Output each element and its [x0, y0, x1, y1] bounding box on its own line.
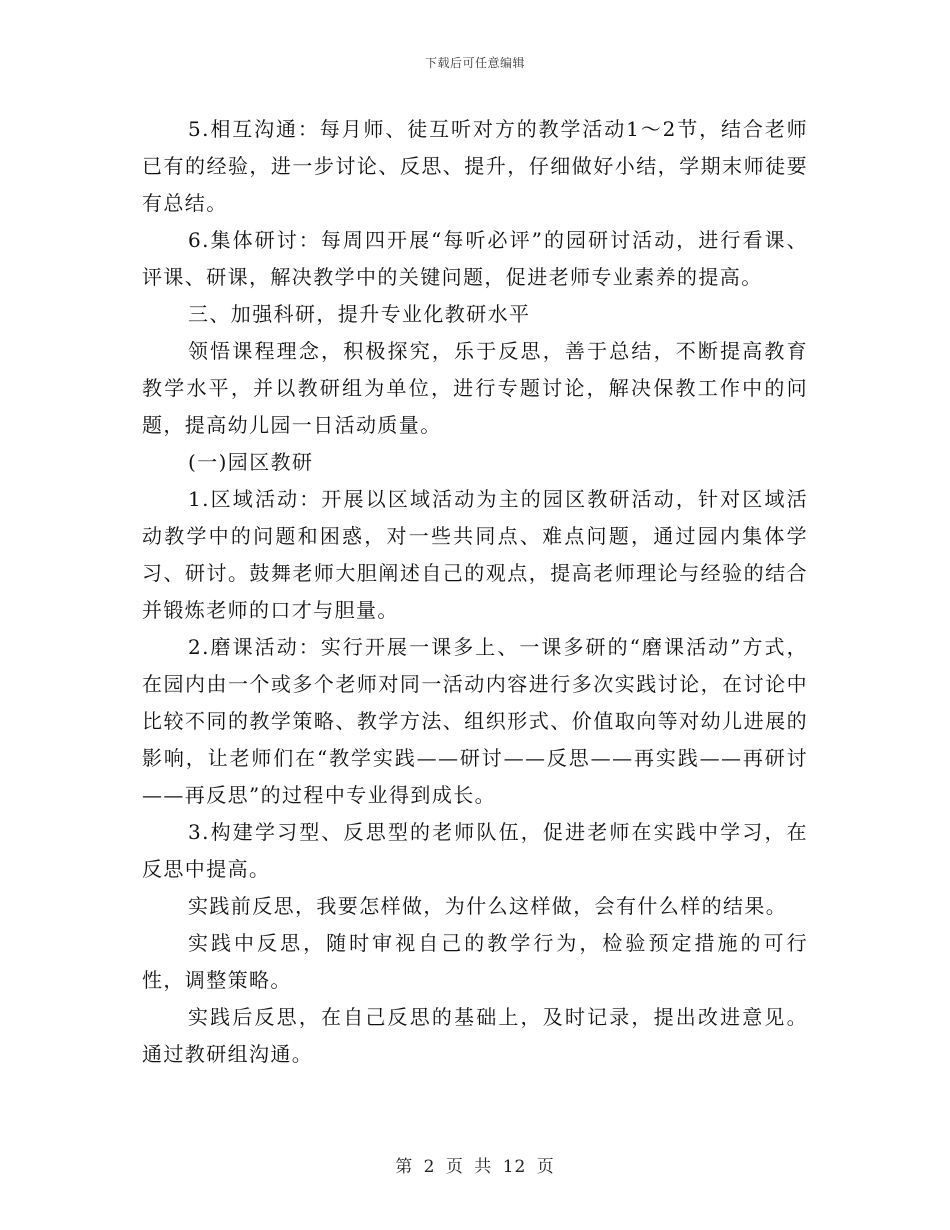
paragraph-collective-discussion: 6.集体研讨：每周四开展“每听必评”的园研讨活动，进行看课、评课、研课，解决教学中的关键问题，促进老师专业素养的提高。 [142, 228, 808, 289]
document-body [142, 111, 808, 1073]
subsection-heading-campus-research: (一)园区教研 [188, 450, 314, 474]
paragraph-communication: 5.相互沟通：每月师、徒互听对方的教学活动1～2节，结合老师已有的经验，进一步讨论、反思、提升，仔细做好小结，学期末师徒要有总结。 [142, 117, 808, 215]
paragraph-research-intro: 领悟课程理念，积极探究，乐于反思，善于总结，不断提高教育教学水平，并以教研组为单位，进行专题讨论，解决保教工作中的问题，提高幼儿园一日活动质量。 [142, 339, 808, 437]
paragraph-learning-team: 3.构建学习型、反思型的老师队伍，促进老师在实践中学习，在反思中提高。 [142, 820, 808, 881]
section-heading-research: 三、加强科研，提升专业化教研水平 [188, 302, 531, 326]
paragraph-lesson-polishing: 2.磨课活动：实行开展一课多上、一课多研的“磨课活动”方式，在园内由一个或多个老师对同一活动内容进行多次实践讨论，在讨论中比较不同的教学策略、教学方法、组织形式、价值取向等对幼儿进展的影响，让老师们在“教学实践——研讨——反思——再实践——再研讨——再反思”的过程中专业得到成长。 [142, 635, 808, 807]
header-note: 下载后可任意编辑 [424, 56, 525, 70]
paragraph-area-activity: 1.区域活动：开展以区域活动为主的园区教研活动，针对区域活动教学中的问题和困惑，对一些共同点、难点问题，通过园内集体学习、研讨。鼓舞老师大胆阐述自己的观点，提高老师理论与经验的结合并锻炼老师的口才与胆量。 [142, 487, 808, 622]
paragraph-reflect-after: 实践后反思，在自己反思的基础上，及时记录，提出改进意见。通过教研组沟通。 [142, 1005, 808, 1066]
paragraph-reflect-before: 实践前反思，我要怎样做，为什么这样做，会有什么样的结果。 [188, 894, 788, 918]
page-number-footer: 第 2 页 共 12 页 [395, 1157, 555, 1177]
paragraph-reflect-during: 实践中反思，随时审视自己的教学行为，检验预定措施的可行性，调整策略。 [142, 931, 808, 992]
